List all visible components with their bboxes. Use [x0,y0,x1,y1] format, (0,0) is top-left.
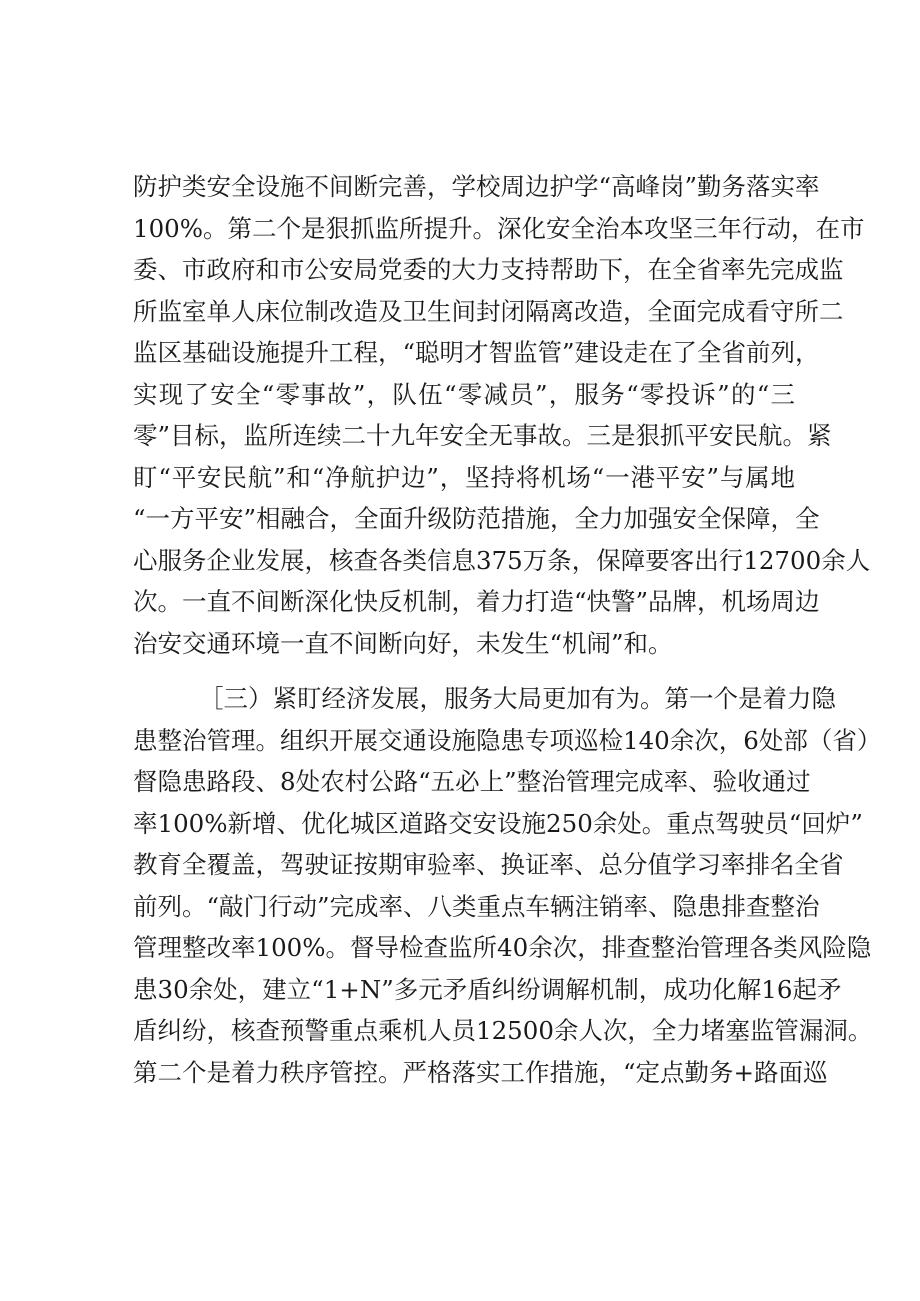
text-line: 患30余处，建立“1+N”多元矛盾纠纷调解机制，成功化解16起矛 [133,974,842,1004]
text-line: 所监室单人床位制改造及卫生间封闭隔离改造，全面完成看守所二 [133,296,844,326]
text-line: 100%。第二个是狠抓监所提升。深化安全治本攻坚三年行动，在市 [133,213,865,243]
text-line: “一方平安”相融合，全面升级防范措施，全力加强安全保障，全 [133,504,820,533]
text-line: 监区基础设施提升工程，“聪明才智监管”建设走在了全省前列， [133,338,820,367]
paragraph-security-facilities [133,166,871,664]
text-line: 盾纠纷，核查预警重点乘机人员12500余人次，全力堵塞监管漏洞。 [133,1016,873,1045]
text-line: 前列。“敲门行动”完成率、八类重点车辆注销率、隐患排查整治 [133,891,820,921]
text-line: 教育全覆盖，驾驶证按期审验率、换证率、总分值学习率排名全省 [133,850,844,879]
text-line: 率100%新增、优化城区道路交安设施250余处。重点驾驶员“回炉” [133,808,863,838]
text-line: 次。一直不间断深化快反机制，着力打造“快警”品牌，机场周边 [133,587,820,616]
text-line: 督隐患路段、8处农村公路“五必上”整治管理完成率、验收通过 [133,767,811,796]
text-line: 委、市政府和市公安局党委的大力支持帮助下，在全省率先完成监 [133,255,844,284]
section-heading-line: ［三）紧盯经济发展，服务大局更加有为。第一个是着力隐 [199,684,836,713]
text-line: 管理整改率100%。督导检查监所40余次，排查整治管理各类风险隐 [133,933,872,962]
paragraph-economic-development [133,678,882,1093]
text-line: 心服务企业发展，核查各类信息375万条，保障要客出行12700余人 [133,545,871,575]
text-line: 患整治管理。组织开展交通设施隐患专项巡检140余次，6处部（省） [133,725,882,755]
text-line: 第二个是着力秩序管控。严格落实工作措施，“定点勤务+路面巡 [133,1057,828,1087]
text-line: 盯“平安民航”和“净航护边”，坚持将机场“一港平安”与属地 [133,462,795,492]
text-line: 治安交通环境一直不间断向好，未发生“机闹”和。 [133,628,673,658]
text-line: 零”目标，监所连续二十九年安全无事故。三是狠抓平安民航。紧 [133,421,832,450]
text-line: 实现了安全“零事故”，队伍“零减员”，服务“零投诉”的“三 [133,379,795,409]
text-line: 防护类安全设施不间断完善，学校周边护学“高峰岗”勤务落实率 [133,172,820,201]
